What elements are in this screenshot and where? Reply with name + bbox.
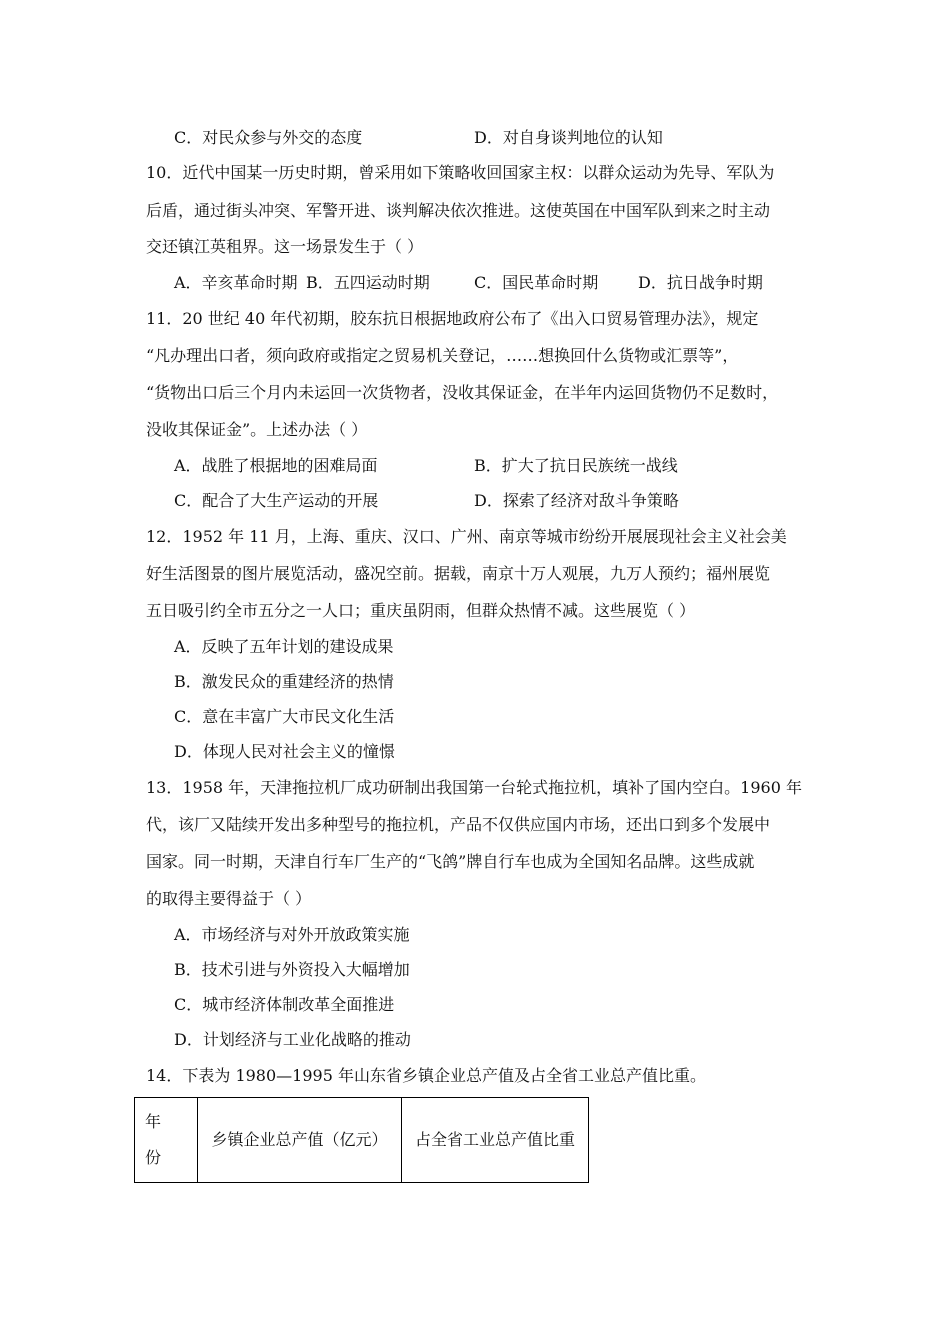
q10-stem-line-1: 10．近代中国某一历史时期，曾采用如下策略收回国家主权：以群众运动为先导、军队为 (146, 163, 775, 182)
q12-stem-line-2: 好生活图景的图片展览活动，盛况空前。据载，南京十万人观展，九万人预约；福州展览 (146, 564, 771, 583)
q11-option-c[interactable]: C．配合了大生产运动的开展 (174, 491, 379, 510)
header-township-output: 乡镇企业总产值（亿元） (198, 1098, 402, 1183)
q12-option-c[interactable]: C．意在丰富广大市民文化生活 (174, 707, 395, 726)
q12-stem-line-3: 五日吸引约全市五分之一人口；重庆虽阴雨，但群众热情不减。这些展览（ ） (146, 601, 696, 620)
q11-option-d[interactable]: D．探索了经济对敌斗争策略 (474, 491, 679, 510)
q14-data-table (134, 1097, 589, 1183)
q11-stem-line-3: “货物出口后三个月内未运回一次货物者，没收其保证金，在半年内运回货物仍不足数时， (146, 383, 779, 402)
q13-option-c[interactable]: C．城市经济体制改革全面推进 (174, 995, 395, 1014)
q13-stem-line-4: 的取得主要得益于（ ） (146, 889, 312, 908)
q10-option-a[interactable]: A．辛亥革命时期 (174, 273, 298, 292)
q10-options-row (174, 273, 814, 293)
q10-stem-line-2: 后盾，通过街头冲突、军警开进、谈判解决依次推进。这使英国在中国军队到来之时主动 (146, 201, 771, 220)
q12-option-a[interactable]: A．反映了五年计划的建设成果 (174, 637, 394, 656)
q13-option-d[interactable]: D．计划经济与工业化战略的推动 (174, 1030, 411, 1049)
q11-stem-line-1: 11．20 世纪 40 年代初期，胶东抗日根据地政府公布了《出入口贸易管理办法》，规定 (146, 309, 759, 328)
q10-stem-line-3: 交还镇江英租界。这一场景发生于（ ） (146, 237, 424, 256)
q12-option-b[interactable]: B．激发民众的重建经济的热情 (174, 672, 394, 691)
q9-options-row-cd (174, 128, 814, 148)
q11-options-row-cd (174, 491, 814, 511)
q10-option-b[interactable]: B．五四运动时期 (306, 273, 430, 292)
table-header-row (135, 1098, 589, 1183)
q11-stem-line-2: “凡办理出口者，须向政府或指定之贸易机关登记，……想换回什么货物或汇票等”， (146, 346, 739, 365)
q9-option-c[interactable]: C．对民众参与外交的态度 (174, 128, 363, 147)
q11-option-a[interactable]: A．战胜了根据地的困难局面 (174, 456, 378, 475)
q13-stem-line-1: 13．1958 年，天津拖拉机厂成功研制出我国第一台轮式拖拉机，填补了国内空白。1960 年 (146, 778, 802, 797)
q10-option-d[interactable]: D．抗日战争时期 (638, 273, 763, 292)
q11-stem-line-4: 没收其保证金”。上述办法（ ） (146, 420, 368, 439)
q13-stem-line-3: 国家。同一时期，天津自行车厂生产的“飞鸽”牌自行车也成为全国知名品牌。这些成就 (146, 852, 755, 871)
q11-option-b[interactable]: B．扩大了抗日民族统一战线 (474, 456, 678, 475)
q13-option-b[interactable]: B．技术引进与外资投入大幅增加 (174, 960, 410, 979)
header-year: 年 份 (135, 1098, 198, 1183)
q11-options-row-ab (174, 456, 814, 476)
header-share-of-industry: 占全省工业总产值比重 (402, 1098, 589, 1183)
q13-option-a[interactable]: A．市场经济与对外开放政策实施 (174, 925, 410, 944)
q9-option-d[interactable]: D．对自身谈判地位的认知 (474, 128, 663, 147)
q12-option-d[interactable]: D．体现人民对社会主义的憧憬 (174, 742, 395, 761)
q12-stem-line-1: 12．1952 年 11 月，上海、重庆、汉口、广州、南京等城市纷纷开展展现社会主义社会美 (146, 527, 787, 546)
q13-stem-line-2: 代，该厂又陆续开发出多种型号的拖拉机，产品不仅供应国内市场，还出口到多个发展中 (146, 815, 771, 834)
q10-option-c[interactable]: C．国民革命时期 (474, 273, 599, 292)
q14-stem: 14．下表为 1980—1995 年山东省乡镇企业总产值及占全省工业总产值比重。 (146, 1066, 706, 1085)
